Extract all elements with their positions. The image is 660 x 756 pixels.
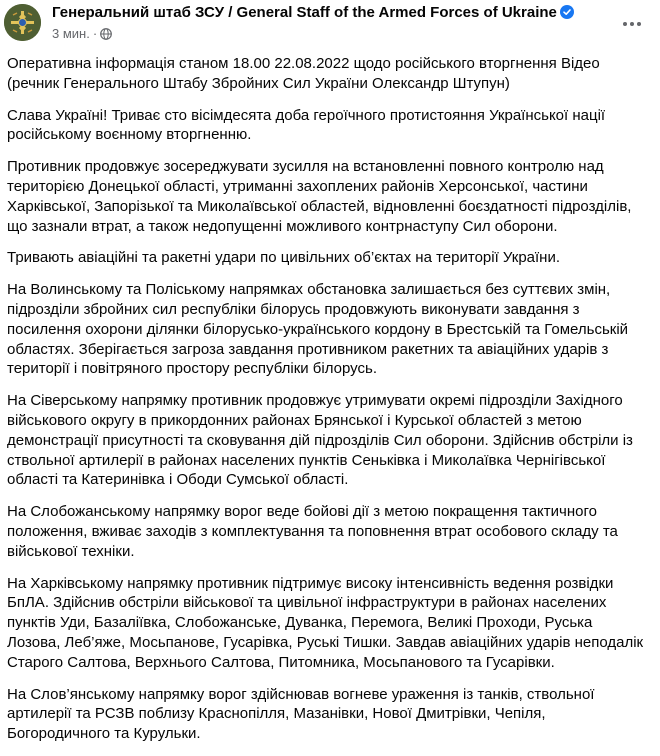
post-paragraph: На Сіверському напрямку противник продовжує утримувати окремі підрозділи Західного військового округу в прикордонних районах Брянської і Курської областей з метою демонстрації присутності та сковування дій підрозділів Сил оборони. Здійснив обстріли із ствольної артилерії в районах населених пунктів Сеньківка і Миколаївка Чернігівської області та Катеринівка і Ободи Сумської області.: [7, 392, 633, 489]
more-options-icon[interactable]: [614, 6, 650, 42]
post-paragraph: Противник продовжує зосереджувати зусилля на встановленні повного контролю над територією Донецької області, утриманні захоплених районів Херсонської, частини Харківської, Запорізької та Миколаївської областей, відновленні боєздатності підрозділів, що зазнали втрат, а також недопущенні можливого контрнаступу Сил оборони.: [7, 158, 632, 235]
post-paragraph: Слава Україні! Триває сто вісімдесята доба героїчного протистояння Української нації російському воєнному вторгненню.: [7, 106, 606, 144]
post-body: [7, 54, 647, 756]
post-header: [0, 0, 660, 48]
verified-badge-icon: [560, 5, 574, 25]
author-name-text[interactable]: Генеральний штаб ЗСУ / General Staff of the Armed Forces of Ukraine: [52, 4, 557, 21]
emblem-icon[interactable]: [4, 4, 41, 41]
post-paragraph: На Слобожанському напрямку ворог веде бойові дії з метою покращення тактичного положення, вживає заходів з комплектування та поповнення втрат особового складу та військової техніки.: [7, 503, 618, 560]
globe-icon: [100, 27, 112, 45]
author-name[interactable]: [52, 3, 574, 25]
post-paragraph: Оперативна інформація станом 18.00 22.08.2022 щодо російського вторгнення Відео (речник Генерального Штабу Збройних Сил України Олександр Штупун): [7, 55, 600, 92]
post-paragraph: На Слов’янському напрямку ворог здійснював вогневе ураження із танків, ствольної артилерії та РСЗВ поблизу Краснопілля, Мазанівки, Нової Дмитрівки, Чепіля, Богородичного та Курульки.: [7, 685, 595, 743]
post-paragraph: На Харківському напрямку противник підтримує високу інтенсивність ведення розвідки БпЛА. Здійснив обстріли військової та цивільної інфраструктури в районах населених пунктів Уди, Базаліївка, Слобожанське, Дуванка, Перемога, Великі Проходи, Руська Лозова, Леб’яже, Мосьпанове, Гусарівка, Руські Тишки. Завдав авіаційних ударів неподалік Старого Салтова, Верхнього Салтова, Питомника, Мосьпанового та Гусарівки.: [7, 574, 644, 671]
post-paragraph: Тривають авіаційні та ракетні удари по цивільних об’єктах на території України.: [7, 249, 561, 267]
post-time[interactable]: 3 мин.: [52, 26, 90, 41]
post-paragraph: На Волинському та Поліському напрямках обстановка залишається без суттєвих змін, підрозділи збройних сил республіки білорусь продовжують виконувати завдання з посилення охорони ділянки білорусько-українського кордону в Брестській та Гомельській областях. Зберігається загроза завдання противником ракетних та авіаційних ударів з території і повітряного простору республіки білорусь.: [7, 281, 629, 378]
post-meta: 3 мин. ·: [52, 25, 112, 45]
